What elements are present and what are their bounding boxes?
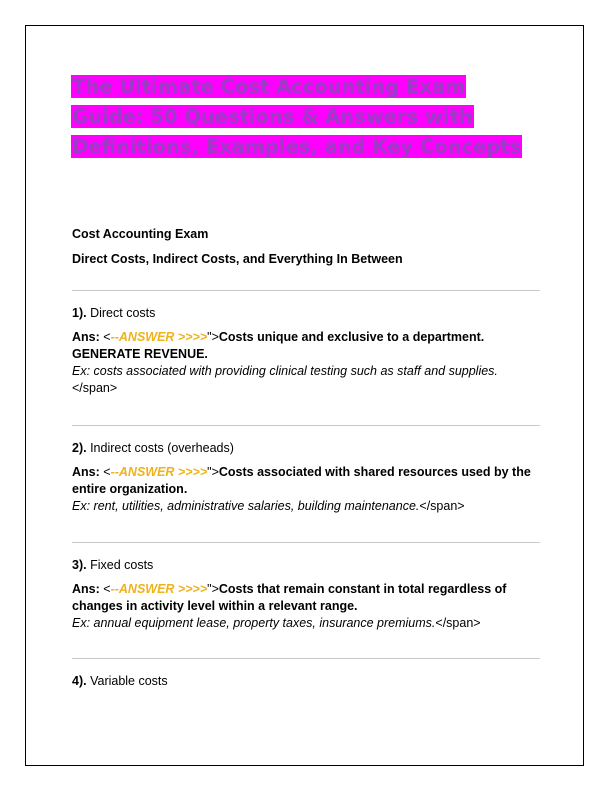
example-text: Ex: costs associated with providing clinical testing such as staff and supplies.	[72, 364, 498, 378]
divider	[72, 658, 540, 659]
divider	[72, 542, 540, 543]
subtitle-exam: Cost Accounting Exam	[72, 227, 209, 241]
question-4-title	[72, 673, 542, 689]
question-number: 4).	[72, 674, 87, 688]
divider	[72, 425, 540, 426]
title-highlight: The Ultimate Cost Accounting Exam Guide: 50 Questions & Answers with Definitions, Examples, and Key Concepts	[72, 75, 522, 158]
document-title	[71, 72, 541, 162]
example-tail: </span>	[435, 616, 481, 630]
answer-close: ">	[207, 582, 219, 596]
answer-open: <	[103, 465, 111, 479]
answer-2	[72, 464, 542, 498]
answer-tag: --ANSWER >>>>	[110, 465, 208, 479]
question-term: Direct costs	[90, 306, 156, 320]
question-3	[72, 557, 542, 632]
answer-label: Ans:	[72, 582, 100, 596]
answer-tag: --ANSWER >>>>	[110, 330, 208, 344]
question-1-title	[72, 305, 542, 321]
question-number: 1).	[72, 306, 87, 320]
example-tail: </span>	[419, 499, 465, 513]
question-number: 2).	[72, 441, 87, 455]
answer-3	[72, 581, 542, 615]
answer-close: ">	[207, 330, 219, 344]
example-tail: </span>	[72, 381, 118, 395]
answer-text: Costs associated with shared resources used by the entire organization.	[72, 465, 531, 496]
question-number: 3).	[72, 558, 87, 572]
answer-close: ">	[207, 465, 219, 479]
answer-label: Ans:	[72, 465, 100, 479]
example-3	[72, 615, 542, 632]
answer-open: <	[103, 582, 111, 596]
answer-text: Costs unique and exclusive to a department. GENERATE REVENUE.	[72, 330, 485, 361]
answer-text: Costs that remain constant in total regardless of changes in activity level within a relevant range.	[72, 582, 507, 613]
question-1	[72, 305, 542, 397]
answer-1	[72, 329, 542, 363]
question-2-title	[72, 440, 542, 456]
question-3-title	[72, 557, 542, 573]
example-1	[72, 363, 542, 397]
answer-open: <	[103, 330, 111, 344]
question-4	[72, 673, 542, 697]
question-term: Variable costs	[90, 674, 168, 688]
example-text: Ex: rent, utilities, administrative salaries, building maintenance.	[72, 499, 420, 513]
question-term: Indirect costs (overheads)	[90, 441, 234, 455]
example-2	[72, 498, 542, 515]
divider	[72, 290, 540, 291]
answer-label: Ans:	[72, 330, 100, 344]
question-2	[72, 440, 542, 515]
subtitle-topics: Direct Costs, Indirect Costs, and Everything In Between	[72, 252, 403, 266]
example-text: Ex: annual equipment lease, property taxes, insurance premiums.	[72, 616, 436, 630]
answer-tag: --ANSWER >>>>	[110, 582, 208, 596]
question-term: Fixed costs	[90, 558, 154, 572]
